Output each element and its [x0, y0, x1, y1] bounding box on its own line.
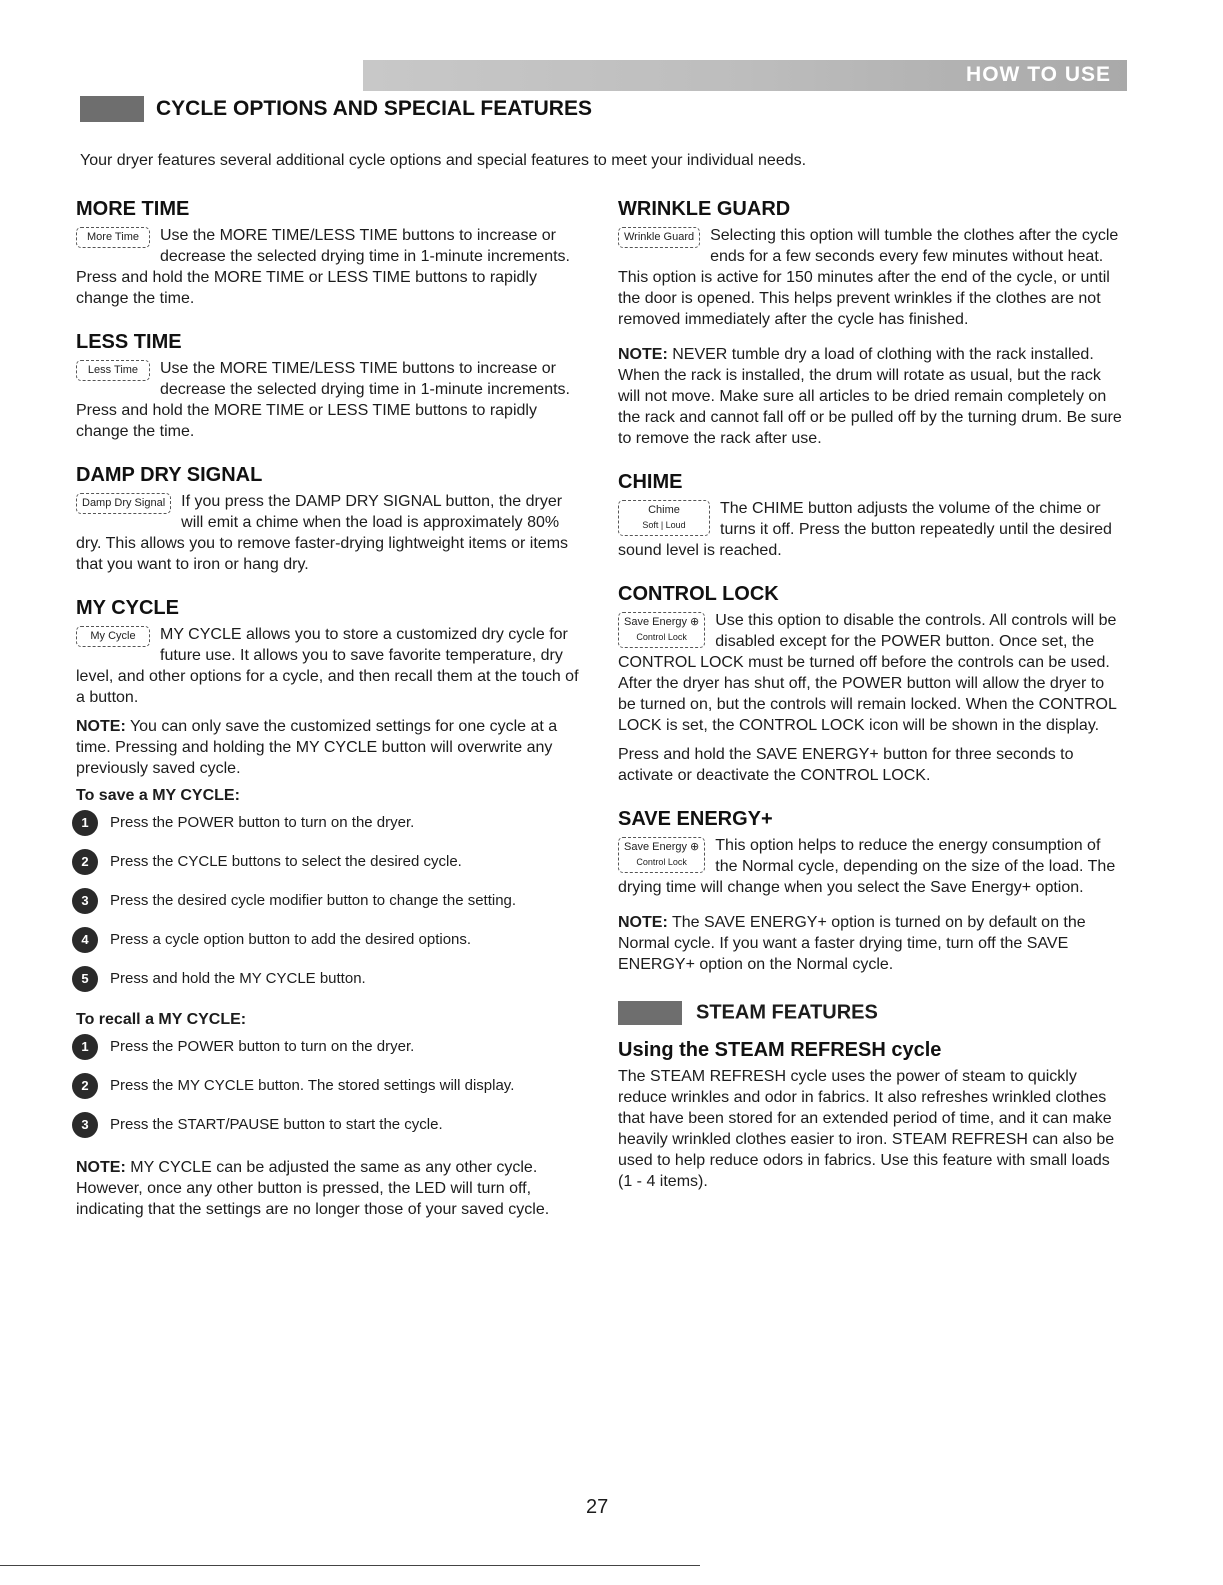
less-time-heading: LESS TIME [76, 331, 182, 353]
header-band [363, 60, 1127, 91]
control-lock-text-2: Press and hold the SAVE ENERGY+ button for three seconds to activate or deactivate the CONTROL LOCK. [618, 746, 1074, 784]
save-steps-list [76, 813, 584, 995]
list-item: 3 Press the desired cycle modifier button to change the setting. [76, 891, 584, 917]
control-lock-text: Use this option to disable the controls. All controls will be disabled except for the POWER button. Once set, the CONTROL LOCK must be turned off before the controls can be used. After the dryer has shut off, the POWER button will allow the dryer to be turned on, but the controls will remain locked. When the CONTROL LOCK is set, the CONTROL LOCK icon will be shown in the display. [618, 612, 1117, 734]
recall-my-cycle-heading: To recall a MY CYCLE: [76, 1011, 247, 1028]
less-time-section [76, 331, 584, 442]
section-title [80, 96, 592, 122]
steam-features-title-text: STEAM FEATURES [696, 1001, 878, 1024]
my-cycle-text: MY CYCLE allows you to store a customized dry cycle for future use. It allows you to save favorite temperature, dry level, and other options for a cycle, and then recall them at the touch of a button. [76, 626, 579, 706]
step-number-icon: 3 [72, 1112, 98, 1138]
list-item: 3 Press the START/PAUSE button to start the cycle. [76, 1115, 584, 1141]
save-energy-button-icon: Save Energy ⊕ Control Lock [618, 837, 705, 873]
save-energy-note: NOTE: The SAVE ENERGY+ option is turned on by default on the Normal cycle. If you want a faster drying time, turn off the SAVE ENERGY+ option on the Normal cycle. [618, 914, 1086, 973]
left-column [76, 198, 584, 1242]
save-energy-section [618, 808, 1123, 975]
my-cycle-heading: MY CYCLE [76, 597, 179, 619]
damp-dry-text: If you press the DAMP DRY SIGNAL button, the dryer will emit a chime when the load is approximately 80% dry. This allows you to remove faster-drying lightweight items or items that you want to iron or hang dry. [76, 493, 569, 573]
chime-section [618, 471, 1123, 561]
chime-heading: CHIME [618, 471, 683, 493]
more-time-button-icon: More Time [76, 227, 150, 248]
my-cycle-button-icon: My Cycle [76, 626, 150, 647]
wrinkle-guard-text: Selecting this option will tumble the clothes after the cycle ends for a few seconds every few minutes without heat. This option is active for 150 minutes after the end of the cycle, or until the door is opened. This helps prevent wrinkles if the clothes are not removed immediately after the cycle has finished. [618, 227, 1119, 328]
bottom-rule [0, 1565, 700, 1566]
step-number-icon: 3 [72, 888, 98, 914]
list-item: 1 Press the POWER button to turn on the dryer. [76, 1037, 584, 1063]
step-number-icon: 4 [72, 927, 98, 953]
chime-text: The CHIME button adjusts the volume of the chime or turns it off. Press the button repeatedly until the desired sound level is reached. [618, 500, 1112, 559]
my-cycle-note: NOTE: You can only save the customized settings for one cycle at a time. Pressing and holding the MY CYCLE button will overwrite any previously saved cycle. [76, 718, 558, 777]
step-number-icon: 1 [72, 810, 98, 836]
section-marker [80, 96, 144, 122]
list-item: 1 Press the POWER button to turn on the dryer. [76, 813, 584, 839]
my-cycle-note-2: NOTE: MY CYCLE can be adjusted the same as any other cycle. However, once any other button is pressed, the LED will turn off, indicating that the settings are no longer those of your saved cycle. [76, 1159, 550, 1218]
step-number-icon: 2 [72, 849, 98, 875]
list-item: 2 Press the MY CYCLE button. The stored settings will display. [76, 1076, 584, 1102]
wrinkle-guard-button-icon: Wrinkle Guard [618, 227, 700, 248]
save-energy-heading: SAVE ENERGY+ [618, 808, 773, 830]
list-item: 2 Press the CYCLE buttons to select the desired cycle. [76, 852, 584, 878]
more-time-heading: MORE TIME [76, 198, 190, 220]
list-item: 5 Press and hold the MY CYCLE button. [76, 969, 584, 995]
step-number-icon: 2 [72, 1073, 98, 1099]
wrinkle-guard-section [618, 198, 1123, 449]
section-marker [618, 1001, 682, 1025]
wrinkle-guard-note: NOTE: NEVER tumble dry a load of clothing with the rack installed. When the rack is installed, the drum will rotate as usual, but the rack will not move. Make sure all articles to be dried remain completely on the rack and cannot fall off or be pulled off by the turning drum. Be sure to remove the rack after use. [618, 346, 1122, 447]
steam-refresh-section [618, 1039, 1123, 1192]
save-my-cycle-heading: To save a MY CYCLE: [76, 787, 240, 804]
my-cycle-section [76, 597, 584, 1220]
save-energy-lock-button-icon: Save Energy ⊕ Control Lock [618, 612, 705, 648]
wrinkle-guard-heading: WRINKLE GUARD [618, 198, 791, 220]
page-number: 27 [586, 1496, 609, 1518]
steam-features-title [618, 1001, 1123, 1025]
how-to-use-label: HOW TO USE [966, 63, 1111, 86]
step-number-icon: 1 [72, 1034, 98, 1060]
recall-steps-list [76, 1037, 584, 1141]
control-lock-section [618, 583, 1123, 786]
steam-refresh-heading: Using the STEAM REFRESH cycle [618, 1039, 942, 1061]
right-column [618, 198, 1123, 1200]
section-title-text: CYCLE OPTIONS AND SPECIAL FEATURES [156, 97, 592, 120]
control-lock-heading: CONTROL LOCK [618, 583, 779, 605]
chime-button-icon: Chime Soft | Loud [618, 500, 710, 536]
damp-dry-button-icon: Damp Dry Signal [76, 493, 171, 514]
steam-refresh-text: The STEAM REFRESH cycle uses the power of steam to quickly reduce wrinkles and odor in fabrics. It also refreshes wrinkled clothes that have been stored for an extended period of time, and it can make heavily wrinkled clothes easier to iron. STEAM REFRESH can also be used to help reduce odors in fabrics. Use this feature with small loads (1 - 4 items). [618, 1068, 1115, 1190]
intro-text: Your dryer features several additional cycle options and special features to meet your individual needs. [80, 152, 807, 169]
less-time-button-icon: Less Time [76, 360, 150, 381]
save-energy-text: This option helps to reduce the energy consumption of the Normal cycle, depending on the size of the load. The drying time will change when you select the Save Energy+ option. [618, 837, 1116, 896]
more-time-text: Use the MORE TIME/LESS TIME buttons to increase or decrease the selected drying time in 1-minute increments. Press and hold the MORE TIME or LESS TIME buttons to rapidly change the time. [76, 227, 570, 307]
step-number-icon: 5 [72, 966, 98, 992]
damp-dry-heading: DAMP DRY SIGNAL [76, 464, 263, 486]
more-time-section [76, 198, 584, 309]
less-time-text: Use the MORE TIME/LESS TIME buttons to increase or decrease the selected drying time in 1-minute increments. Press and hold the MORE TIME or LESS TIME buttons to rapidly change the time. [76, 360, 570, 440]
damp-dry-section [76, 464, 584, 575]
list-item: 4 Press a cycle option button to add the desired options. [76, 930, 584, 956]
